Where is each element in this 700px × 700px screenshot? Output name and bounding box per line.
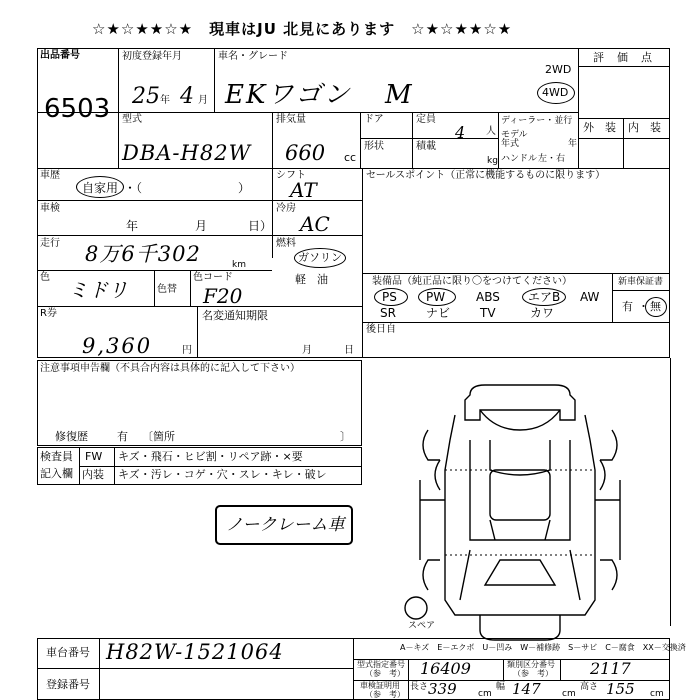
inspection-month: 月 [195, 219, 208, 233]
name-change-label: 名変通知期限 [202, 309, 268, 322]
length-unit: cm [478, 689, 492, 699]
warranty-sep: ・ [638, 300, 649, 313]
first-reg-year-unit: 年 [160, 95, 170, 106]
equip-aw: AW [580, 290, 600, 304]
equip-tv: TV [480, 306, 496, 320]
width-label: 幅 [496, 682, 506, 692]
model-sub-label: モデル [501, 130, 528, 140]
model-grade: M [385, 80, 412, 110]
dealer-label: ディーラー・並行 [501, 116, 573, 126]
recycle-unit: 円 [182, 345, 192, 356]
load-unit: kg [487, 156, 498, 166]
fuel-label: 燃料 [276, 238, 296, 249]
aircon-label: 冷房 [276, 203, 296, 214]
sales-point-label: セールスポイント（正常に機能するものに限ります） [366, 170, 606, 181]
recycle-value: 9,360 [82, 334, 153, 358]
recycle-label: R券 [40, 308, 57, 319]
displacement-label: 排気量 [276, 114, 306, 125]
name-change-day: 日 [344, 345, 354, 356]
mileage-unit: km [232, 260, 246, 270]
color-label: 色 [40, 272, 50, 283]
notes-label: 注意事項申告欄（不具合内容は具体的に記入して下さい） [40, 363, 300, 374]
type-value: DBA-H82W [122, 141, 252, 165]
inspector-label-1: 検査員 [40, 450, 73, 463]
capacity-label: 定員 [416, 114, 436, 125]
width-value: 147 [512, 680, 541, 698]
registration-label: 登録番号 [46, 678, 90, 691]
spare-label: スペア [408, 621, 436, 631]
inspection-label: 車検 [40, 203, 60, 214]
color-value: ミドリ [68, 278, 128, 302]
aircon-value: AC [300, 212, 330, 236]
shape-label: 形状 [364, 141, 384, 152]
equip-leather: カワ [530, 306, 555, 320]
cert-label: 車検証明用 [360, 681, 400, 690]
shift-value: AT [290, 178, 317, 202]
type-label: 型式 [122, 114, 142, 125]
inspector-row1-label: FW [85, 450, 103, 463]
inspector-row2-text: キズ・汚レ・コゲ・穴・スレ・キレ・破レ [118, 468, 327, 481]
height-label: 高さ [580, 682, 599, 692]
repair-location: 〔箇所 〕 [142, 430, 351, 443]
fuel-diesel: 軽 油 [295, 273, 328, 286]
height-value: 155 [606, 680, 635, 698]
width-unit: cm [562, 689, 576, 699]
mileage-label: 走行 [40, 238, 60, 249]
equipment-label: 装備品（純正品に限り〇をつけてください） [372, 276, 572, 287]
model-name: EKワゴン [225, 80, 352, 110]
handle-value: 左・右 [538, 154, 566, 164]
cert-sub: （参 考） [365, 690, 405, 699]
displacement-unit: cc [344, 151, 357, 164]
drive-4wd: 4WD [542, 86, 569, 99]
length-label: 長さ [410, 682, 429, 692]
repair-label: 修復歴 [55, 430, 88, 443]
first-reg-label: 初度登録年月 [122, 51, 182, 62]
inspection-year: 年 [126, 219, 139, 233]
interior-label: 内 装 [628, 121, 661, 134]
inspection-day: 日） [248, 219, 273, 233]
category-label: 類別区分番号 [507, 660, 555, 669]
fuel-gasoline: ガソリン [298, 251, 342, 264]
inspector-row1-text: キズ・飛石・ヒビ割・リペア跡・×要 [118, 450, 303, 463]
model-year-unit: 年 [568, 139, 578, 149]
evaluation-label: 評 価 点 [593, 51, 653, 64]
capacity-value: 4 [455, 123, 466, 142]
equip-airbag: エアB [528, 290, 561, 304]
history-label: 車歴 [40, 170, 60, 181]
first-reg-month-unit: 月 [198, 95, 208, 106]
category-sub: （参 考） [513, 669, 553, 678]
designation-label: 型式指定番号 [357, 660, 405, 669]
banner-text: ☆★☆★★☆★ 現車はJU 北見にあります ☆★☆★★☆★ [92, 20, 513, 38]
equip-pw: PW [426, 290, 446, 304]
mileage-value: 8万6千302 [85, 242, 201, 266]
lot-number: 6503 [44, 94, 111, 124]
designation-value: 16409 [420, 659, 471, 678]
color-code-label: 色コード [193, 272, 233, 283]
shift-label: シフト [276, 170, 306, 181]
category-value: 2117 [590, 659, 631, 678]
name-change-month: 月 [302, 345, 312, 356]
designation-sub: （参 考） [365, 669, 405, 678]
equip-navi: ナビ [426, 306, 451, 320]
damage-legend: A－キズ E－エクボ U－凹み W－補修跡 S－サビ C－腐食 XX－交換済 [400, 643, 686, 652]
door-label: ドア [364, 114, 384, 125]
inspector-label-2: 記入欄 [40, 467, 73, 480]
history-rest: ・（ ） [124, 181, 251, 195]
first-reg-year: 25 [132, 84, 160, 109]
repaint-label: 色替 [157, 284, 177, 295]
first-reg-month: 4 [180, 84, 194, 109]
equip-sr: SR [380, 306, 396, 320]
exterior-label: 外 装 [583, 121, 616, 134]
no-claim-stamp-text: ノークレーム車 [226, 515, 345, 535]
model-label: 車名・グレード [218, 51, 288, 62]
equip-ps: PS [382, 290, 397, 304]
repair-value: 有 [117, 430, 128, 443]
handle-label: ハンドル [501, 154, 538, 164]
lot-label: 出品番号 [40, 50, 80, 61]
warranty-yes: 有 [622, 300, 633, 313]
chassis-value: H82W-1521064 [106, 640, 284, 664]
drive-2wd: 2WD [545, 63, 572, 76]
length-value: 339 [428, 680, 457, 698]
inspector-row2-label: 内装 [82, 468, 104, 481]
history-value: 自家用 [82, 181, 119, 195]
capacity-unit: 人 [486, 126, 496, 137]
displacement-value: 660 [285, 141, 326, 165]
rear-seat-label: 後日自 [366, 324, 396, 335]
color-code-value: F20 [203, 284, 243, 308]
equip-abs: ABS [476, 290, 500, 304]
warranty-no: 無 [650, 300, 661, 313]
height-unit: cm [650, 689, 664, 699]
warranty-label: 新車保証書 [618, 277, 664, 287]
model-year-label: 年式 [501, 139, 520, 149]
load-label: 積載 [416, 141, 436, 152]
chassis-label: 車台番号 [46, 646, 90, 659]
